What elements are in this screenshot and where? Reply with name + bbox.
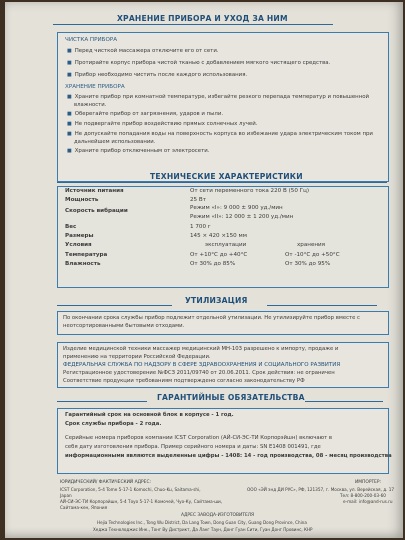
factory-address-title: АДРЕС ЗАВОДА-ИЗГОТОВИТЕЛЯ [181, 513, 255, 518]
col-storage: хранения [297, 242, 326, 248]
warranty-title: ГАРАНТИЙНЫЕ ОБЯЗАТЕЛЬСТВА [157, 393, 305, 402]
disposal-text: неотсортированными бытовыми отходами. [63, 323, 185, 329]
spec-value: Режим «II»: 12 000 ± 1 200 уд./мин [190, 214, 294, 220]
storage-item: ■ Не подвергайте прибор воздействию прямых солнечных лучей. [67, 121, 257, 127]
importer-title: ИМПОРТЕР: [355, 480, 382, 485]
storage-heading: ХРАНЕНИЕ ПРИБОРА [65, 84, 125, 90]
registration-line: Регистрационное удостоверение №ФСЗ 2011/09740 от 20.06.2011. Срок действия: не ограничен [63, 370, 335, 376]
storage-item: ■ Храните прибор отключенным от электросети. [67, 148, 209, 154]
factory-address-line: Hejia Technologies Inc., Tong Wu District, Da Lang Town, Dong Guan City, Guang Dong Province, China [97, 520, 307, 525]
spec-value: 25 Вт [190, 197, 206, 203]
storage-item-continued: влажности. [74, 102, 107, 108]
spec-label: Размеры [65, 233, 94, 239]
legal-address-line: Сайтама-кен, Япония [60, 505, 108, 510]
registration-line: Соответствие продукции требованиям подтверждено согласно законодательству РФ [63, 378, 305, 384]
divider [57, 305, 172, 306]
humidity-storage: От 30% до 95% [285, 261, 331, 267]
registration-authority: ФЕДЕРАЛЬНАЯ СЛУЖБА ПО НАДЗОРУ В СФЕРЕ ЗДРАВООХРАНЕНИЯ И СОЦИАЛЬНОГО РАЗВИТИЯ [63, 362, 341, 368]
storage-item: ■ Не допускайте попадания воды на поверхность корпуса во избежание удара электрическим током при [67, 131, 373, 137]
cleaning-item: ■ Прибор необходимо чистить после каждого использования. [67, 72, 247, 78]
cleaning-item: ■ Перед чисткой массажера отключите его от сети. [67, 48, 219, 54]
cleaning-heading: ЧИСТКА ПРИБОРА [65, 37, 118, 43]
manual-page [5, 2, 403, 538]
disposal-text: По окончании срока службы прибор подлежит отдельной утилизации. Не утилизируйте прибор вместе с [63, 315, 360, 321]
temp-operation: От +10°С до +40°С [190, 252, 248, 258]
legal-address-title: ЮРИДИЧЕСКИЙ/ ФАКТИЧЕСКИЙ АДРЕС: [60, 480, 151, 485]
spec-value: Режим «I»: 9 000 ± 900 уд./мин [190, 205, 283, 211]
warranty-text: себя дату изготовления прибора. Пример серийного номера и даты: SN E1408 001491, где [65, 444, 321, 450]
warranty-term: Гарантийный срок на основной блок в корпусе - 1 год. [65, 412, 234, 418]
temp-storage: От -10°С до +50°С [285, 252, 340, 258]
care-title: ХРАНЕНИЕ ПРИБОРА И УХОД ЗА НИМ [117, 14, 288, 23]
humidity-operation: От 30% до 85% [190, 261, 236, 267]
storage-item-continued: дальнейшем использовании. [74, 139, 156, 145]
registration-line: применению на территории Российской Федерации. [63, 354, 211, 360]
warranty-text: информационными являются выделенные цифры - 1408: 14 - год производства, 08 - месяц производства [65, 453, 392, 459]
legal-address-line: ICST Corporation, 5-4 Tome 5-17-1 Komochi, Chuo-Ku, Saitama-shi, [60, 487, 201, 492]
disposal-title: УТИЛИЗАЦИЯ [185, 296, 248, 305]
spec-value: 145 × 420 ×150 мм [190, 233, 247, 239]
cleaning-item: ■ Протирайте корпус прибора чистой тканью с добавлением мягкого чистящего средства. [67, 60, 330, 66]
spec-label: Скорость вибрации [65, 208, 128, 214]
conditions-label: Условия [65, 242, 92, 248]
warranty-service-life: Срок службы прибора - 2 года. [65, 421, 162, 427]
spec-value: 1 700 г [190, 224, 211, 230]
divider [305, 401, 383, 402]
importer-line: ООО «ЭЙ энд ДИ РУС», РФ, 121357, г. Москва, ул. Верейская, д. 17 [247, 487, 395, 492]
divider [57, 182, 387, 183]
spec-label: Мощность [65, 197, 99, 203]
spec-label: Вес [65, 224, 77, 230]
storage-item: ■ Храните прибор при комнатной температуре, избегайте резкого перепада температур и повышенной [67, 94, 369, 100]
legal-address-line: АЙ-СИ-ЭС-ТИ Корпорэйшн, 5-4 Тоуо 5-17-1 Комочей, Чуо-Ку, Сайтама-ши, [60, 499, 223, 504]
humidity-label: Влажность [65, 261, 101, 267]
importer-line: e-mail: info@and-rus.ru [343, 499, 393, 504]
storage-item: ■ Оберегайте прибор от загрязнения, ударов и пыли. [67, 111, 223, 117]
care-box [57, 32, 389, 182]
divider [53, 24, 333, 25]
divider [267, 305, 377, 306]
specs-title: ТЕХНИЧЕСКИЕ ХАРАКТЕРИСТИКИ [150, 172, 303, 181]
col-operation: эксплуатации [205, 242, 247, 248]
factory-address-line: Хеджа Технолоджис Инк., Тонг Ву Дистрикт, Да Ланг Таун, Донг Гуан Сити, Гуан Донг Провинс, КНР [93, 527, 313, 532]
temp-label: Температура [65, 252, 108, 258]
warranty-text: Серийные номера приборов компании ICST Corporation (АЙ-СИ-ЭС-ТИ Корпорэйшн) включают в [65, 435, 332, 441]
spec-value: От сети переменного тока 220 В (50 Гц) [190, 188, 310, 194]
importer-line: Тел: 8-800-200-03-60 [340, 493, 386, 498]
spec-label: Источник питания [65, 188, 124, 194]
legal-address-line: Japan [60, 493, 72, 498]
divider [57, 401, 147, 402]
registration-line: Изделие медицинской техники массажер медицинский МН-103 разрешено к импорту, продаже и [63, 346, 339, 352]
